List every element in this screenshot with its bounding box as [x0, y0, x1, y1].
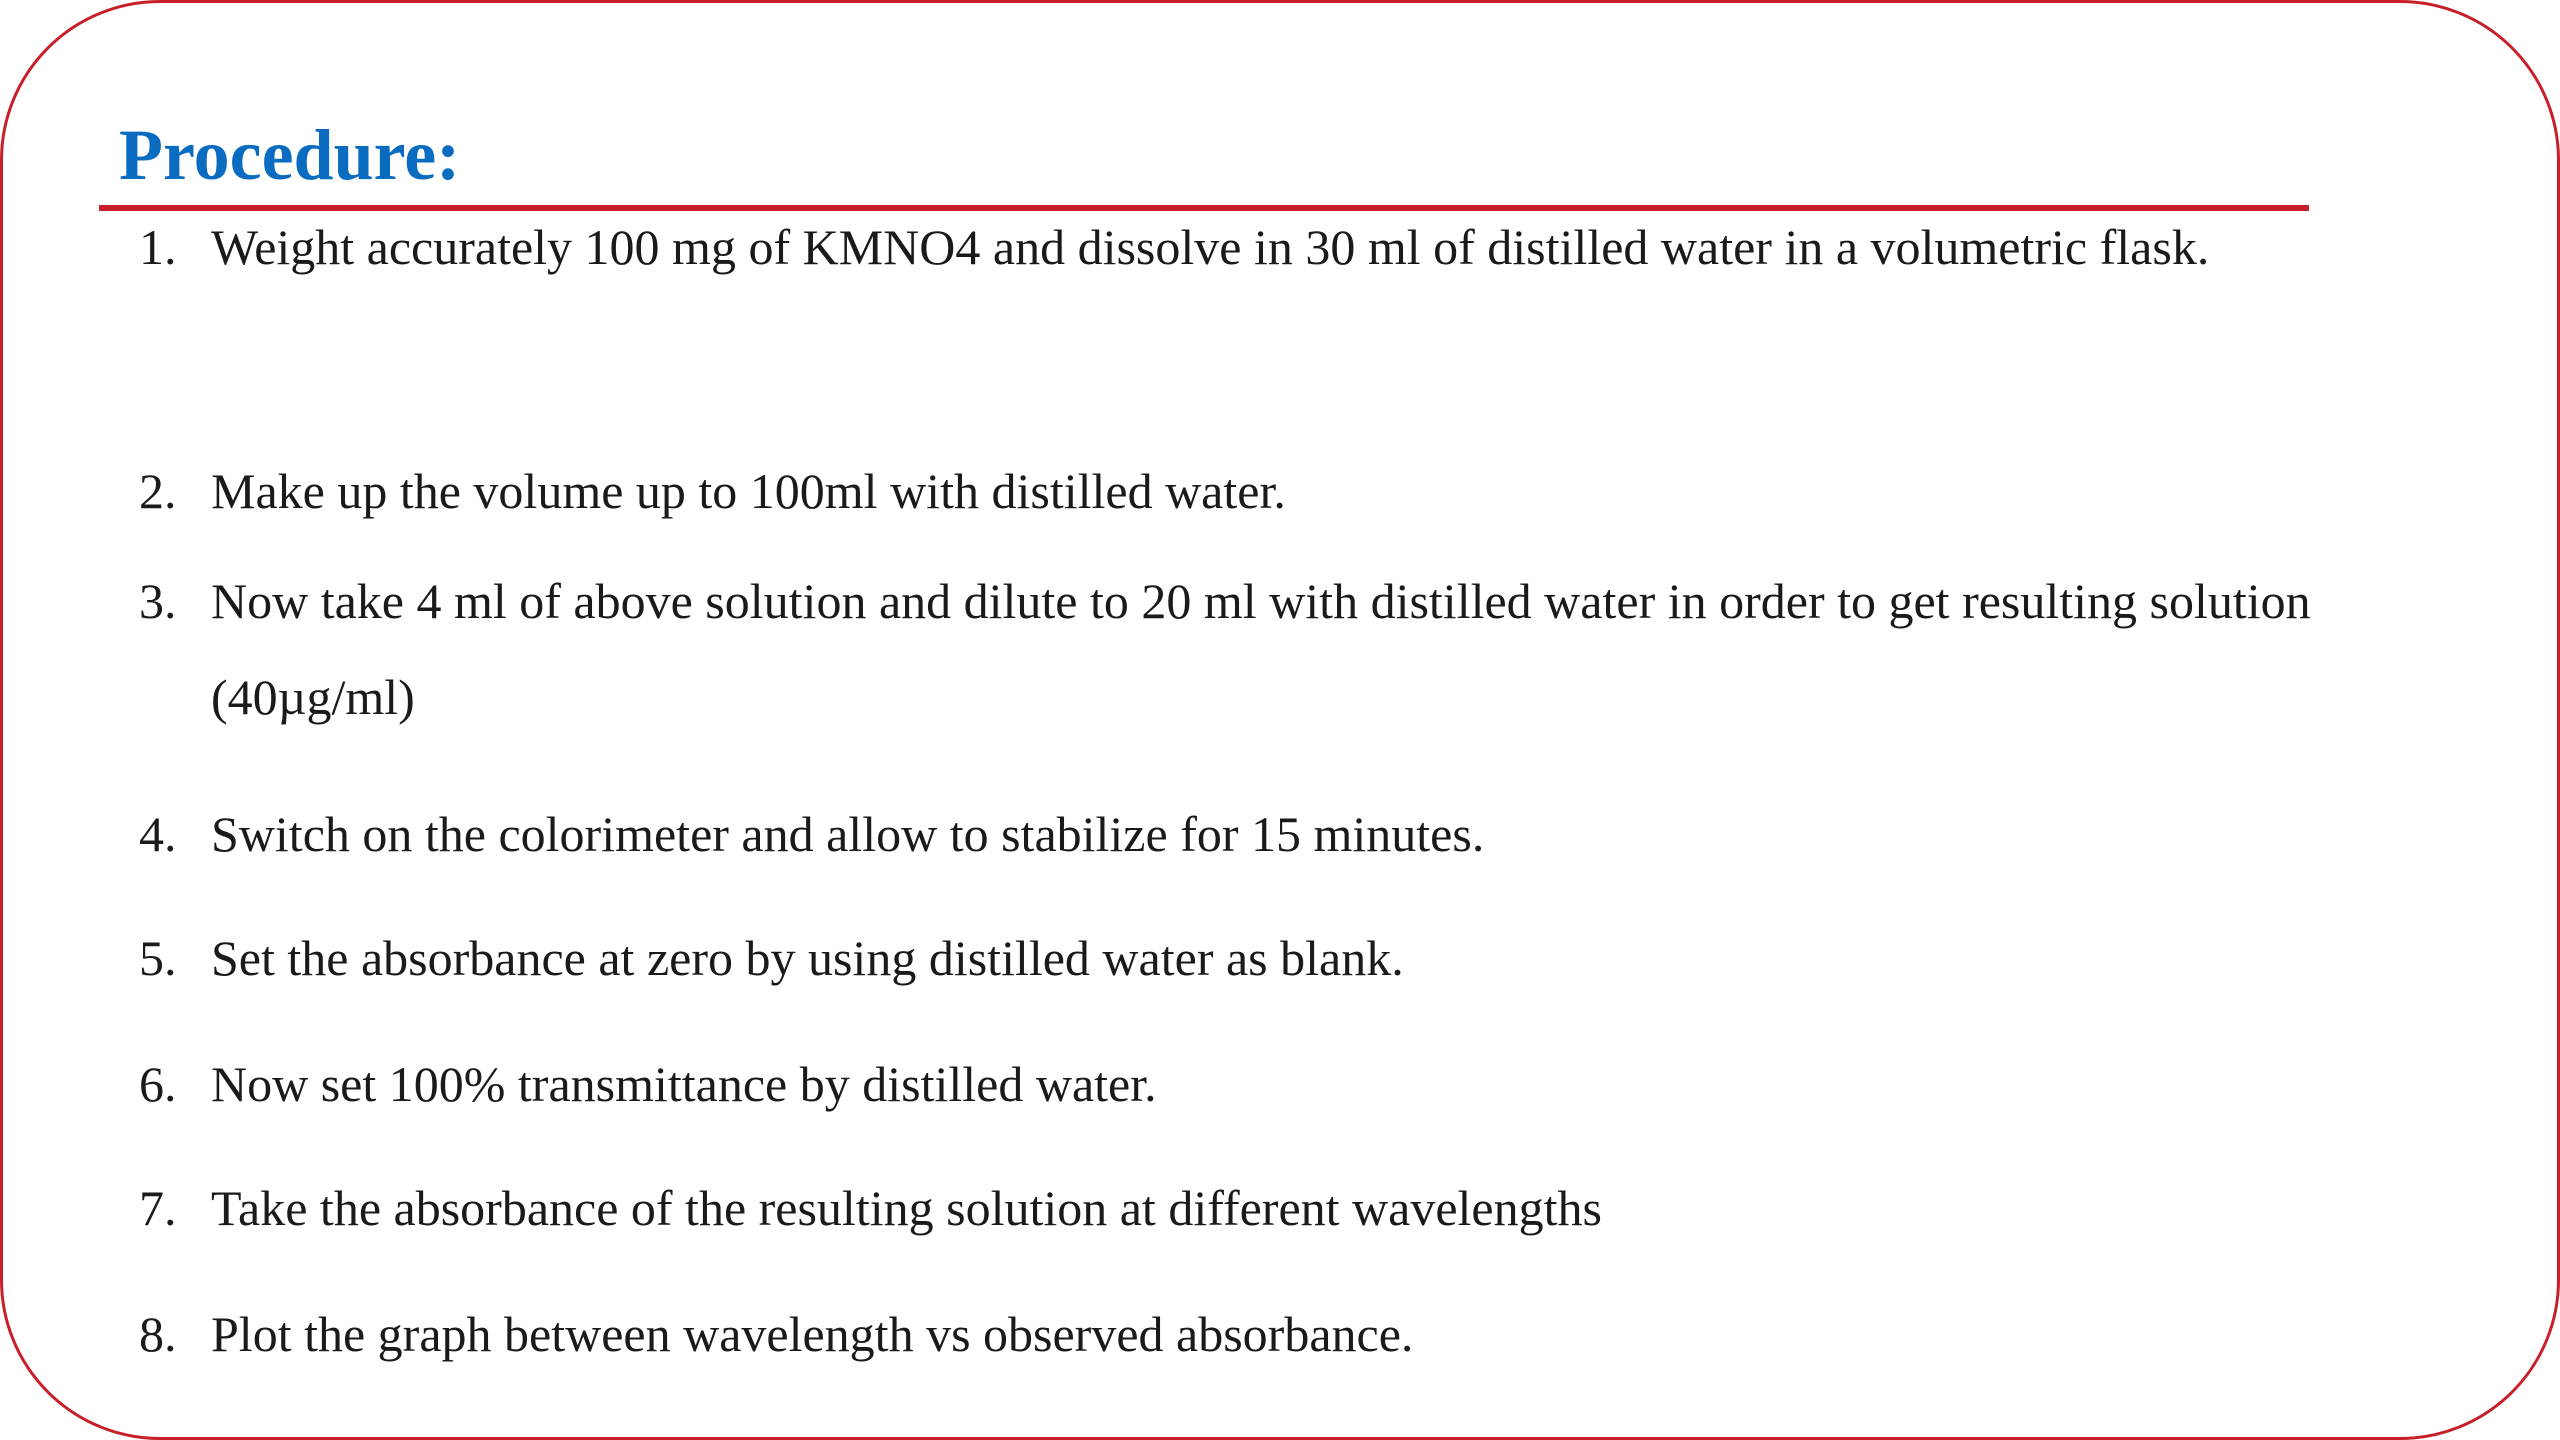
page-title: Procedure:: [119, 115, 461, 195]
step-text: Weight accurately 100 mg of KMNO4 and dissolve in 30 ml of distilled water in a volumetric flask.: [211, 219, 2210, 275]
step-number: 4.: [139, 806, 177, 862]
step-text: Make up the volume up to 100ml with distilled water.: [211, 463, 1286, 519]
procedure-steps-list: [3, 3, 2560, 1440]
step-number: 2.: [139, 463, 177, 519]
step-text: Plot the graph between wavelength vs observed absorbance.: [211, 1306, 1414, 1362]
step-number: 8.: [139, 1306, 177, 1362]
step-text: Now take 4 ml of above solution and dilute to 20 ml with distilled water in order to get resulting solution (40µg/ml): [211, 573, 2311, 725]
step-number: 6.: [139, 1056, 177, 1112]
step-text: Now set 100% transmittance by distilled water.: [211, 1056, 1157, 1112]
procedure-step-8: [139, 1286, 2319, 1382]
step-number: 1.: [139, 219, 177, 275]
step-number: 7.: [139, 1180, 177, 1236]
step-text: Set the absorbance at zero by using distilled water as blank.: [211, 930, 1404, 986]
procedure-step-2: [139, 443, 2319, 539]
step-number: 5.: [139, 930, 177, 986]
procedure-step-7: [139, 1160, 2319, 1256]
step-number: 3.: [139, 573, 177, 629]
procedure-step-4: [139, 786, 2319, 882]
procedure-step-1: [139, 199, 2319, 295]
procedure-step-5: [139, 910, 2319, 1006]
procedure-step-3: [139, 553, 2319, 745]
procedure-step-6: [139, 1036, 2319, 1132]
step-text: Take the absorbance of the resulting solution at different wavelengths: [211, 1180, 1602, 1236]
step-text: Switch on the colorimeter and allow to stabilize for 15 minutes.: [211, 806, 1485, 862]
